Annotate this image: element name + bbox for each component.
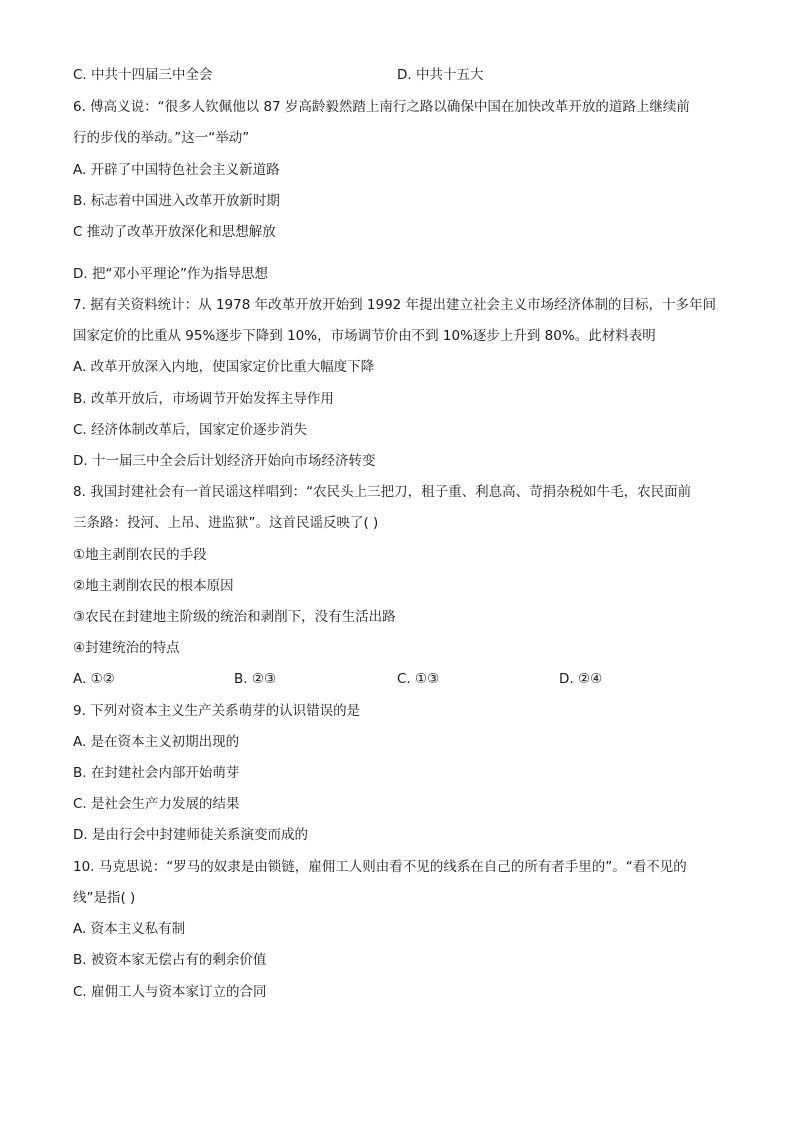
q9-option-c: C. 是社会生产力发展的结果 <box>73 796 240 812</box>
q9-option-a: A. 是在资本主义初期出现的 <box>73 734 240 750</box>
q8-statement-3: ③农民在封建地主阶级的统治和剥削下，没有生活出路 <box>73 609 396 625</box>
q7-stem-line1: 7. 据有关资料统计：从 1978 年改革开放开始到 1992 年提出建立社会主义市场经济体制的目标，十多年间 <box>73 297 717 313</box>
q7-stem-line2: 国家定价的比重从 95%逐步下降到 10%，市场调节价由不到 10%逐步上升到 80%。此材料表明 <box>73 328 656 344</box>
q8-option-a: A. ①② <box>73 671 115 687</box>
q10-stem-line1: 10. 马克思说：“罗马的奴隶是由锁链，雇佣工人则由看不见的线系在自己的所有者手里的”。“看不见的 <box>73 859 687 875</box>
q6-stem-line1: 6. 傅高义说：“很多人钦佩他以 87 岁高龄毅然踏上南行之路以确保中国在加快改革开放的道路上继续前 <box>73 99 690 115</box>
q10-stem-line2: 线”是指( ) <box>73 890 136 906</box>
q6-option-c: C 推动了改革开放深化和思想解放 <box>73 224 276 240</box>
q8-stem-line2: 三条路：投河、上吊、进监狱”。这首民谣反映了( ) <box>73 515 379 531</box>
q8-statement-1: ①地主剥削农民的手段 <box>73 547 207 563</box>
q6-stem-line2: 行的步伐的举动。”这一“举动” <box>73 130 250 146</box>
q6-option-a: A. 开辟了中国特色社会主义新道路 <box>73 162 280 178</box>
q8-statement-4: ④封建统治的特点 <box>73 640 180 656</box>
q10-option-b: B. 被资本家无偿占有的剩余价值 <box>73 952 267 968</box>
q7-option-b: B. 改革开放后，市场调节开始发挥主导作用 <box>73 391 334 407</box>
q8-option-c: C. ①③ <box>397 671 440 687</box>
q9-stem: 9. 下列对资本主义生产关系萌芽的认识错误的是 <box>73 703 361 719</box>
prev-question-options <box>73 65 733 85</box>
q8-stem-line1: 8. 我国封建社会有一首民谣这样唱到：“农民头上三把刀，租子重、利息高、苛捐杂税如牛毛，农民面前 <box>73 484 692 500</box>
option-d: D. 中共十五大 <box>397 67 484 83</box>
q9-option-b: B. 在封建社会内部开始萌芽 <box>73 765 240 781</box>
q8-option-b: B. ②③ <box>234 671 277 687</box>
option-c: C. 中共十四届三中全会 <box>73 67 213 83</box>
q10-option-c: C. 雇佣工人与资本家订立的合同 <box>73 984 267 1000</box>
q7-option-a: A. 改革开放深入内地，使国家定价比重大幅度下降 <box>73 359 375 375</box>
q10-option-a: A. 资本主义私有制 <box>73 921 186 937</box>
q7-option-d: D. 十一届三中全会后计划经济开始向市场经济转变 <box>73 453 376 469</box>
q6-option-b: B. 标志着中国进入改革开放新时期 <box>73 193 280 209</box>
q8-options <box>73 669 733 689</box>
q8-statement-2: ②地主剥削农民的根本原因 <box>73 578 234 594</box>
q6-option-d: D. 把“邓小平理论”作为指导思想 <box>73 266 268 282</box>
q8-option-d: D. ②④ <box>559 671 603 687</box>
q7-option-c: C. 经济体制改革后，国家定价逐步消失 <box>73 422 308 438</box>
q9-option-d: D. 是由行会中封建师徒关系演变而成的 <box>73 827 308 843</box>
